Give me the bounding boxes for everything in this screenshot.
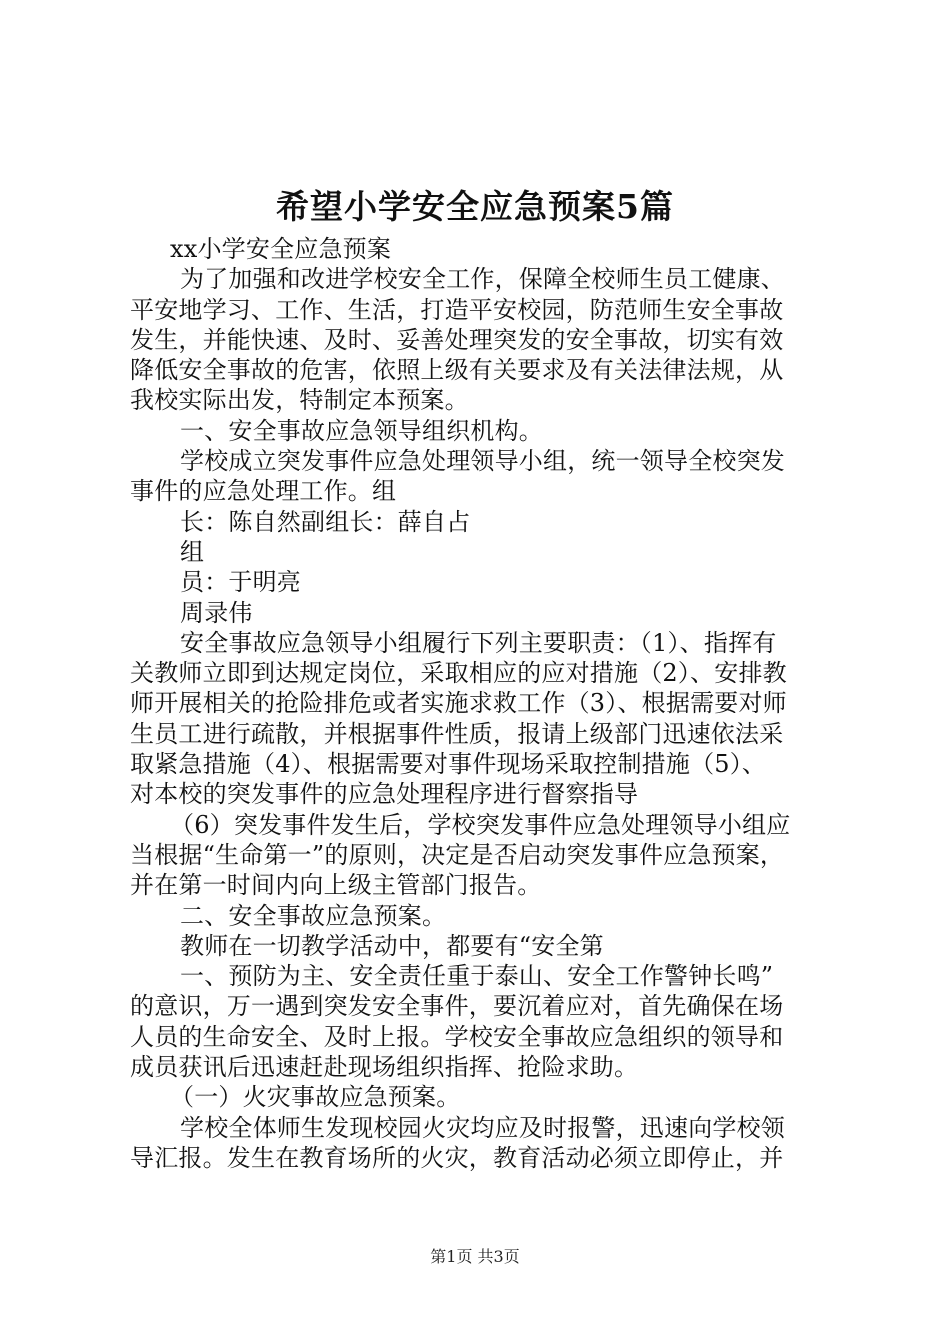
page-footer: 第1页 共3页 [430,1247,520,1266]
paragraph-line: （6）突发事件发生后，学校突发事件应急处理领导小组应 [170,810,791,839]
paragraph-line: 学校成立突发事件应急处理领导小组，统一领导全校突发 [180,447,785,476]
paragraph-line: 长：陈自然副组长：薛自占 [180,507,471,536]
paragraph-line: 成员获讯后迅速赶赴现场组织指挥、抢险求助。 [130,1053,639,1082]
paragraph-line: 导汇报。发生在教育场所的火灾，教育活动必须立即停止，并 [130,1143,784,1172]
paragraph-line: 对本校的突发事件的应急处理程序进行督察指导 [130,780,639,809]
paragraph-line: 师开展相关的抢险排危或者实施求救工作（3）、根据需要对师 [130,689,787,718]
paragraph-line: 关教师立即到达规定岗位，采取相应的应对措施（2）、安排教 [130,659,787,688]
paragraph-line: 发生，并能快速、及时、妥善处理突发的安全事故，切实有效 [130,325,784,354]
paragraph-line: 为了加强和改进学校安全工作，保障全校师生员工健康、 [180,265,785,294]
paragraph-line: 的意识，万一遇到突发安全事件，要沉着应对，首先确保在场 [130,992,784,1021]
paragraph-line: 教师在一切教学活动中，都要有“安全第 [180,931,604,960]
section-subtitle: xx小学安全应急预案 [170,235,392,263]
paragraph-line: 安全事故应急领导小组履行下列主要职责：（1）、指挥有 [180,628,777,657]
paragraph-line: 平安地学习、工作、生活，打造平安校园，防范师生安全事故 [130,295,784,324]
paragraph-line: 并在第一时间内向上级主管部门报告。 [130,871,542,900]
section-heading: （一）火灾事故应急预案。 [170,1083,461,1112]
section-heading: 二、安全事故应急预案。 [180,901,447,930]
paragraph-line: 降低安全事故的危害，依照上级有关要求及有关法律法规，从 [130,356,784,385]
paragraph-line: 周录伟 [180,598,253,627]
paragraph-line: 事件的应急处理工作。组 [130,477,397,506]
paragraph-line: 人员的生命安全、及时上报。学校安全事故应急组织的领导和 [130,1022,784,1051]
paragraph-line: 一、预防为主、安全责任重于泰山、安全工作警钟长鸣” [180,962,774,991]
paragraph-line: 当根据“生命第一”的原则，决定是否启动突发事件应急预案， [130,840,785,869]
document-body [130,234,830,1173]
paragraph-line: 员：于明亮 [180,568,301,597]
page-title: 希望小学安全应急预案5篇 [276,187,674,226]
section-heading: 一、安全事故应急领导组织机构。 [180,416,543,445]
paragraph-line: 我校实际出发，特制定本预案。 [130,386,469,415]
paragraph-line: 取紧急措施（4）、根据需要对事件现场采取控制措施（5）、 [130,750,767,779]
paragraph-line: 学校全体师生发现校园火灾均应及时报警，迅速向学校领 [180,1113,785,1142]
paragraph-line: 生员工进行疏散，并根据事件性质，报请上级部门迅速依法采 [130,719,784,748]
paragraph-line: 组 [180,537,205,566]
